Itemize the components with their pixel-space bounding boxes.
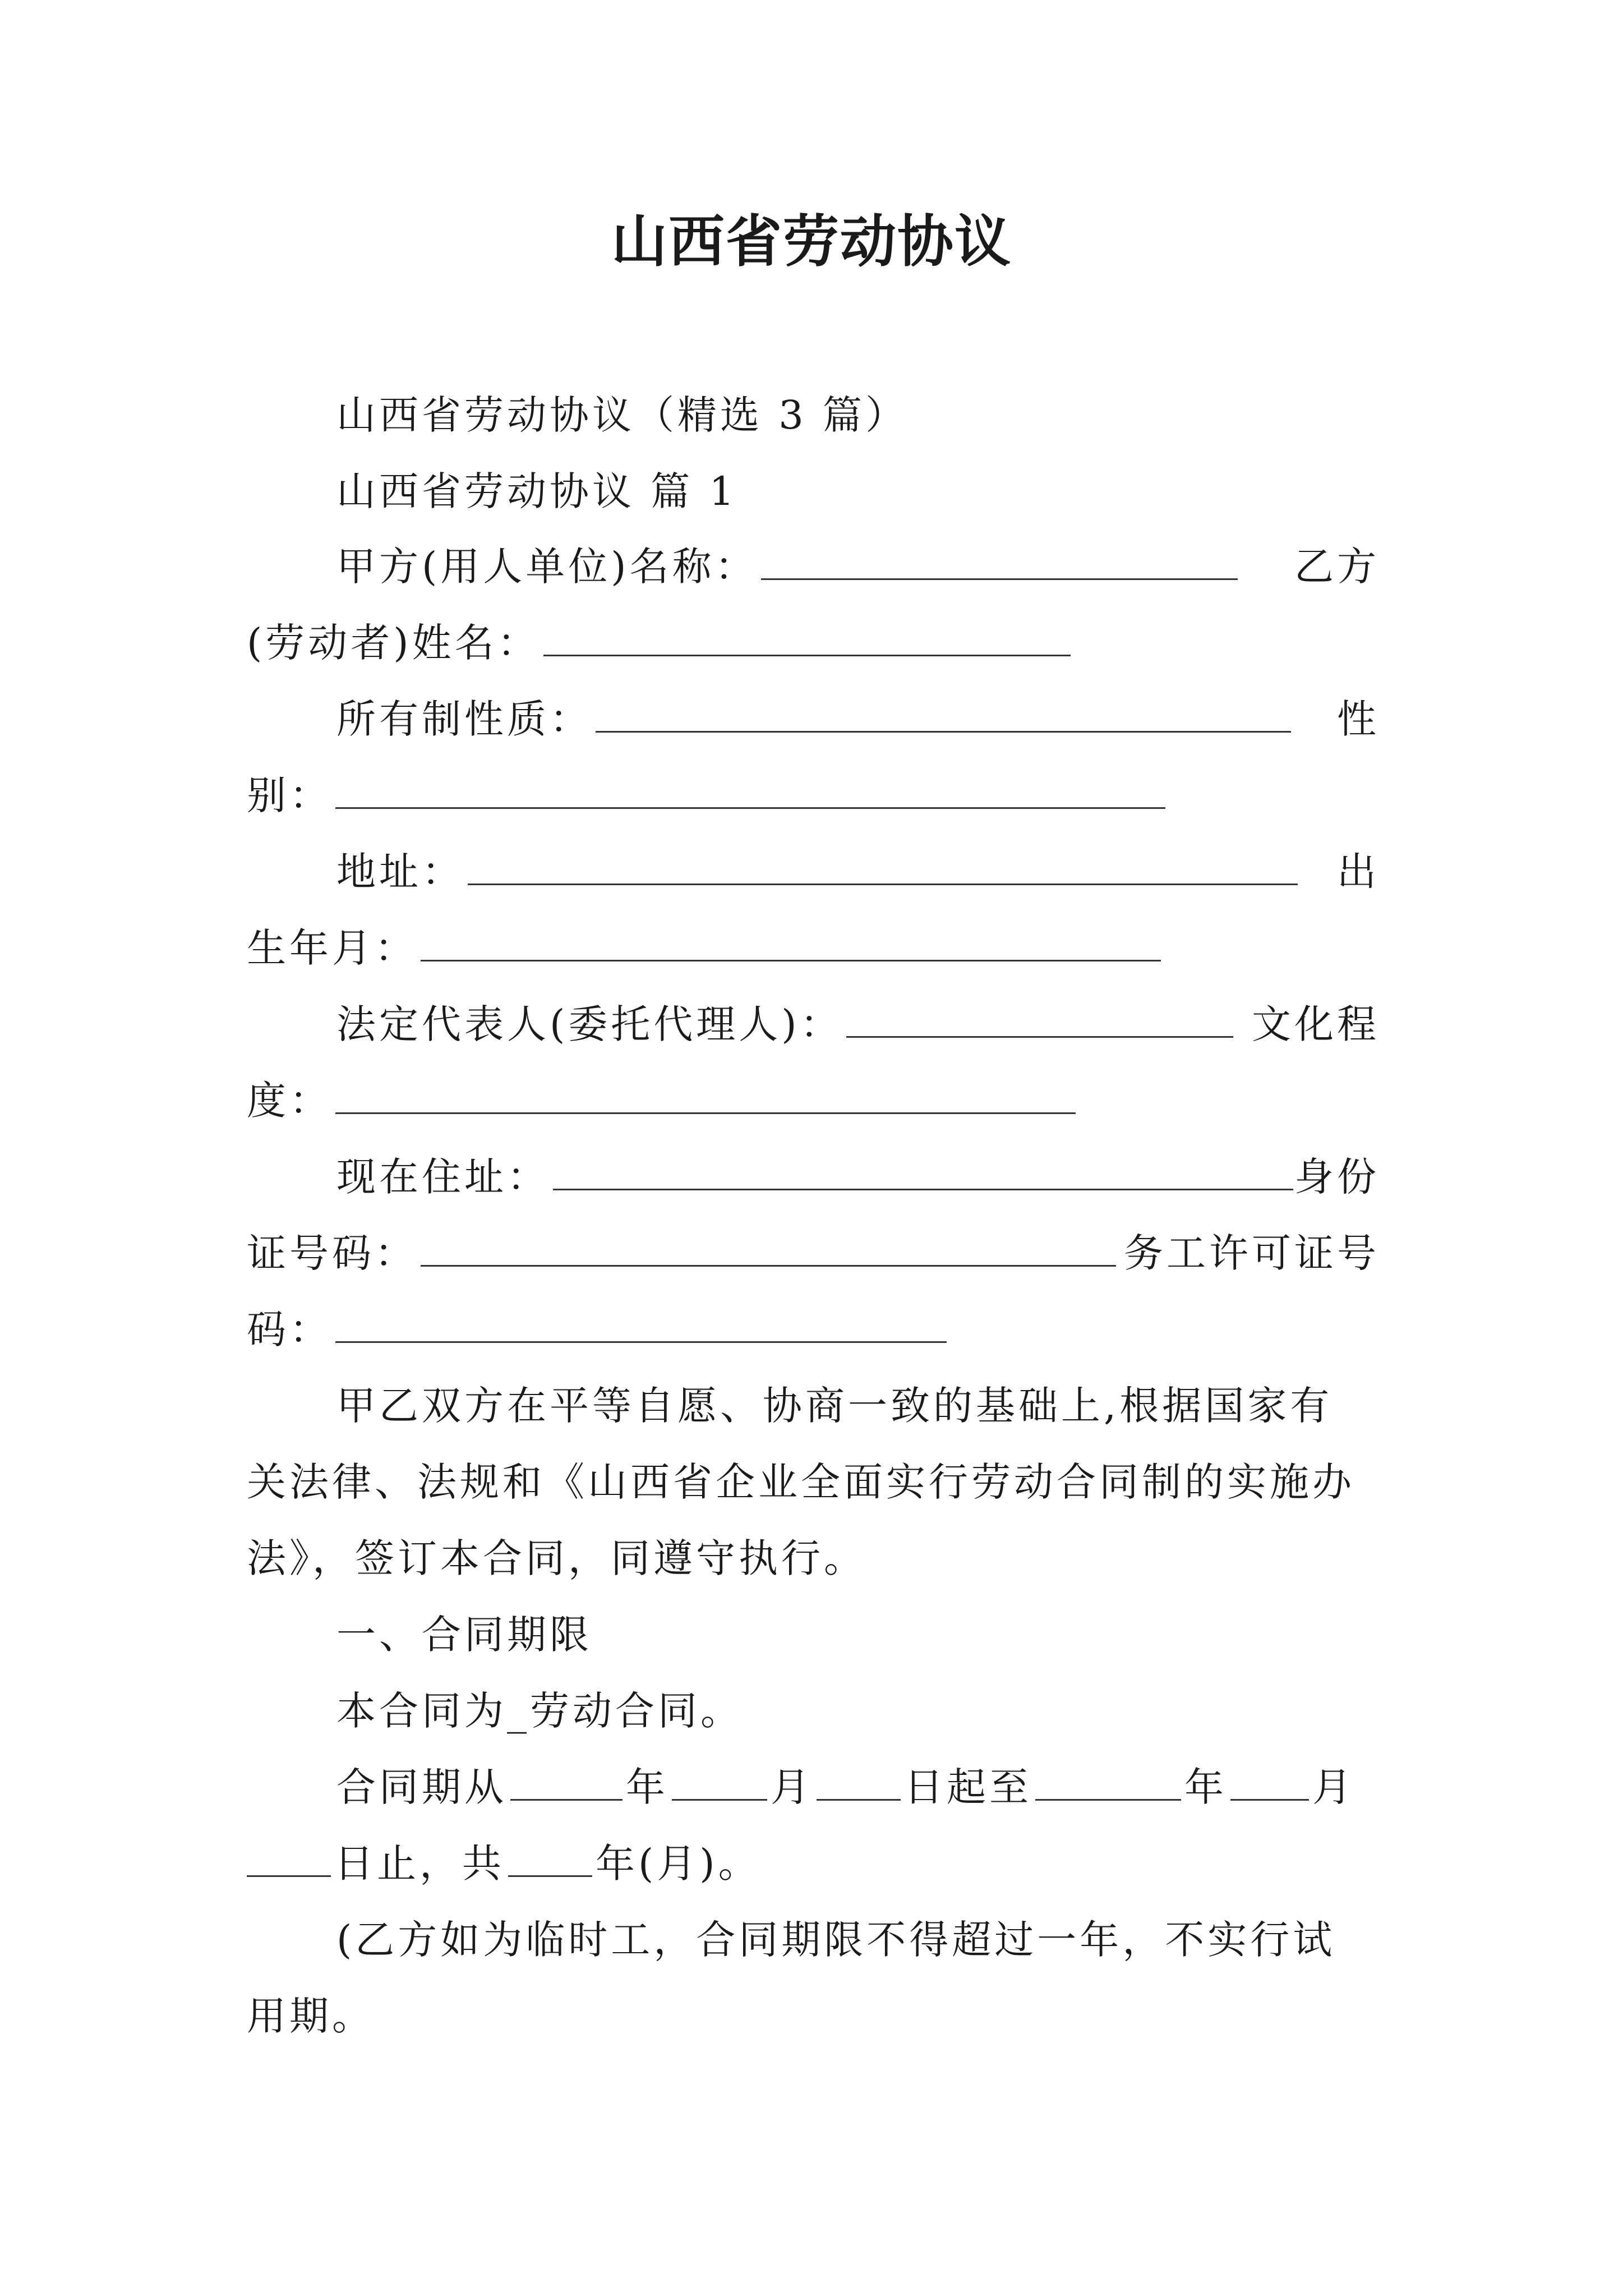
id-line (247, 1225, 1119, 1281)
term-year-month-label: 年(月)。 (596, 1841, 761, 1887)
education-label-1: 文化程 (1252, 1001, 1380, 1047)
gender-blank (335, 774, 1165, 809)
work-permit-line (247, 1301, 950, 1358)
term-to-day-blank (247, 1842, 331, 1877)
education-blank (335, 1079, 1076, 1114)
work-permit-label-1: 务工许可证号 (1124, 1230, 1380, 1276)
legal-rep-label: 法定代表人(委托代理人)： (336, 1001, 843, 1047)
preamble-line-3: 法》，签订本合同，同遵守执行。 (247, 1535, 866, 1581)
current-address-blank (553, 1155, 1293, 1190)
id-label-2: 证号码： (247, 1230, 417, 1276)
party-b-line (247, 615, 1074, 671)
birth-line (247, 920, 1164, 976)
term-from-label: 合同期从 (336, 1764, 507, 1810)
preamble-line-1: 甲乙双方在平等自愿、协商一致的基础上,根据国家有 (336, 1383, 1333, 1429)
education-line (247, 1073, 1079, 1129)
education-label-2: 度： (247, 1078, 332, 1124)
term-to-month-blank (1230, 1765, 1309, 1801)
party-b-suffix: 乙方 (1294, 544, 1380, 590)
gender-line (247, 767, 1169, 823)
legal-rep-line (336, 996, 1237, 1052)
ownership-blank (596, 697, 1291, 733)
party-a-label: 甲方(用人单位)名称： (336, 544, 758, 590)
work-permit-blank (335, 1308, 947, 1343)
party-b-blank (543, 621, 1071, 656)
term-day-to-label: 日止，共 (334, 1841, 505, 1887)
birth-blank (421, 926, 1161, 961)
gender-label-1: 性 (1337, 696, 1380, 742)
term-line-2 (247, 1835, 761, 1892)
gender-label-2: 别： (247, 772, 332, 818)
current-address-line (336, 1149, 1297, 1205)
party-b-label: (劳动者)姓名： (247, 620, 540, 666)
ownership-label: 所有制性质： (336, 696, 592, 742)
current-address-label: 现在住址： (336, 1154, 550, 1200)
term-from-day-blank (817, 1765, 901, 1801)
term-to-year-blank (1035, 1765, 1181, 1801)
term-day-from-label: 日起至 (904, 1764, 1032, 1810)
address-line (336, 844, 1301, 900)
term-total-blank (508, 1842, 592, 1877)
subtitle: 山西省劳动协议（精选 3 篇） (336, 392, 909, 438)
term-month-label-2: 月 (1312, 1764, 1355, 1810)
note-line-1: (乙方如为临时工，合同期限不得超过一年，不实行试 (336, 1917, 1336, 1963)
section-heading: 山西省劳动协议 篇 1 (336, 468, 738, 514)
term-year-label-2: 年 (1184, 1764, 1227, 1810)
term-from-year-blank (510, 1765, 623, 1801)
term-month-label: 月 (771, 1764, 813, 1810)
note-line-2: 用期。 (247, 1993, 375, 2039)
ownership-line (336, 691, 1294, 747)
birth-label-2: 生年月： (247, 925, 417, 971)
work-permit-label-2: 码： (247, 1306, 332, 1352)
clause-1-heading: 一、合同期限 (336, 1612, 592, 1658)
id-blank (421, 1231, 1116, 1267)
party-a-line (336, 539, 1241, 595)
term-year-label: 年 (626, 1764, 668, 1810)
party-a-blank (761, 545, 1238, 580)
id-label-1: 身份 (1294, 1154, 1380, 1200)
preamble-line-2: 关法律、法规和《山西省企业全面实行劳动合同制的实施办 (247, 1459, 1355, 1505)
address-blank (468, 850, 1298, 885)
clause-1-type: 本合同为_劳动合同。 (336, 1688, 743, 1734)
legal-rep-blank (846, 1002, 1233, 1038)
term-from-month-blank (672, 1765, 767, 1801)
birth-label-1: 出 (1337, 849, 1380, 895)
document-title: 山西省劳动协议 (611, 208, 1012, 274)
address-label: 地址： (336, 849, 464, 895)
term-line-1 (336, 1759, 1355, 1815)
